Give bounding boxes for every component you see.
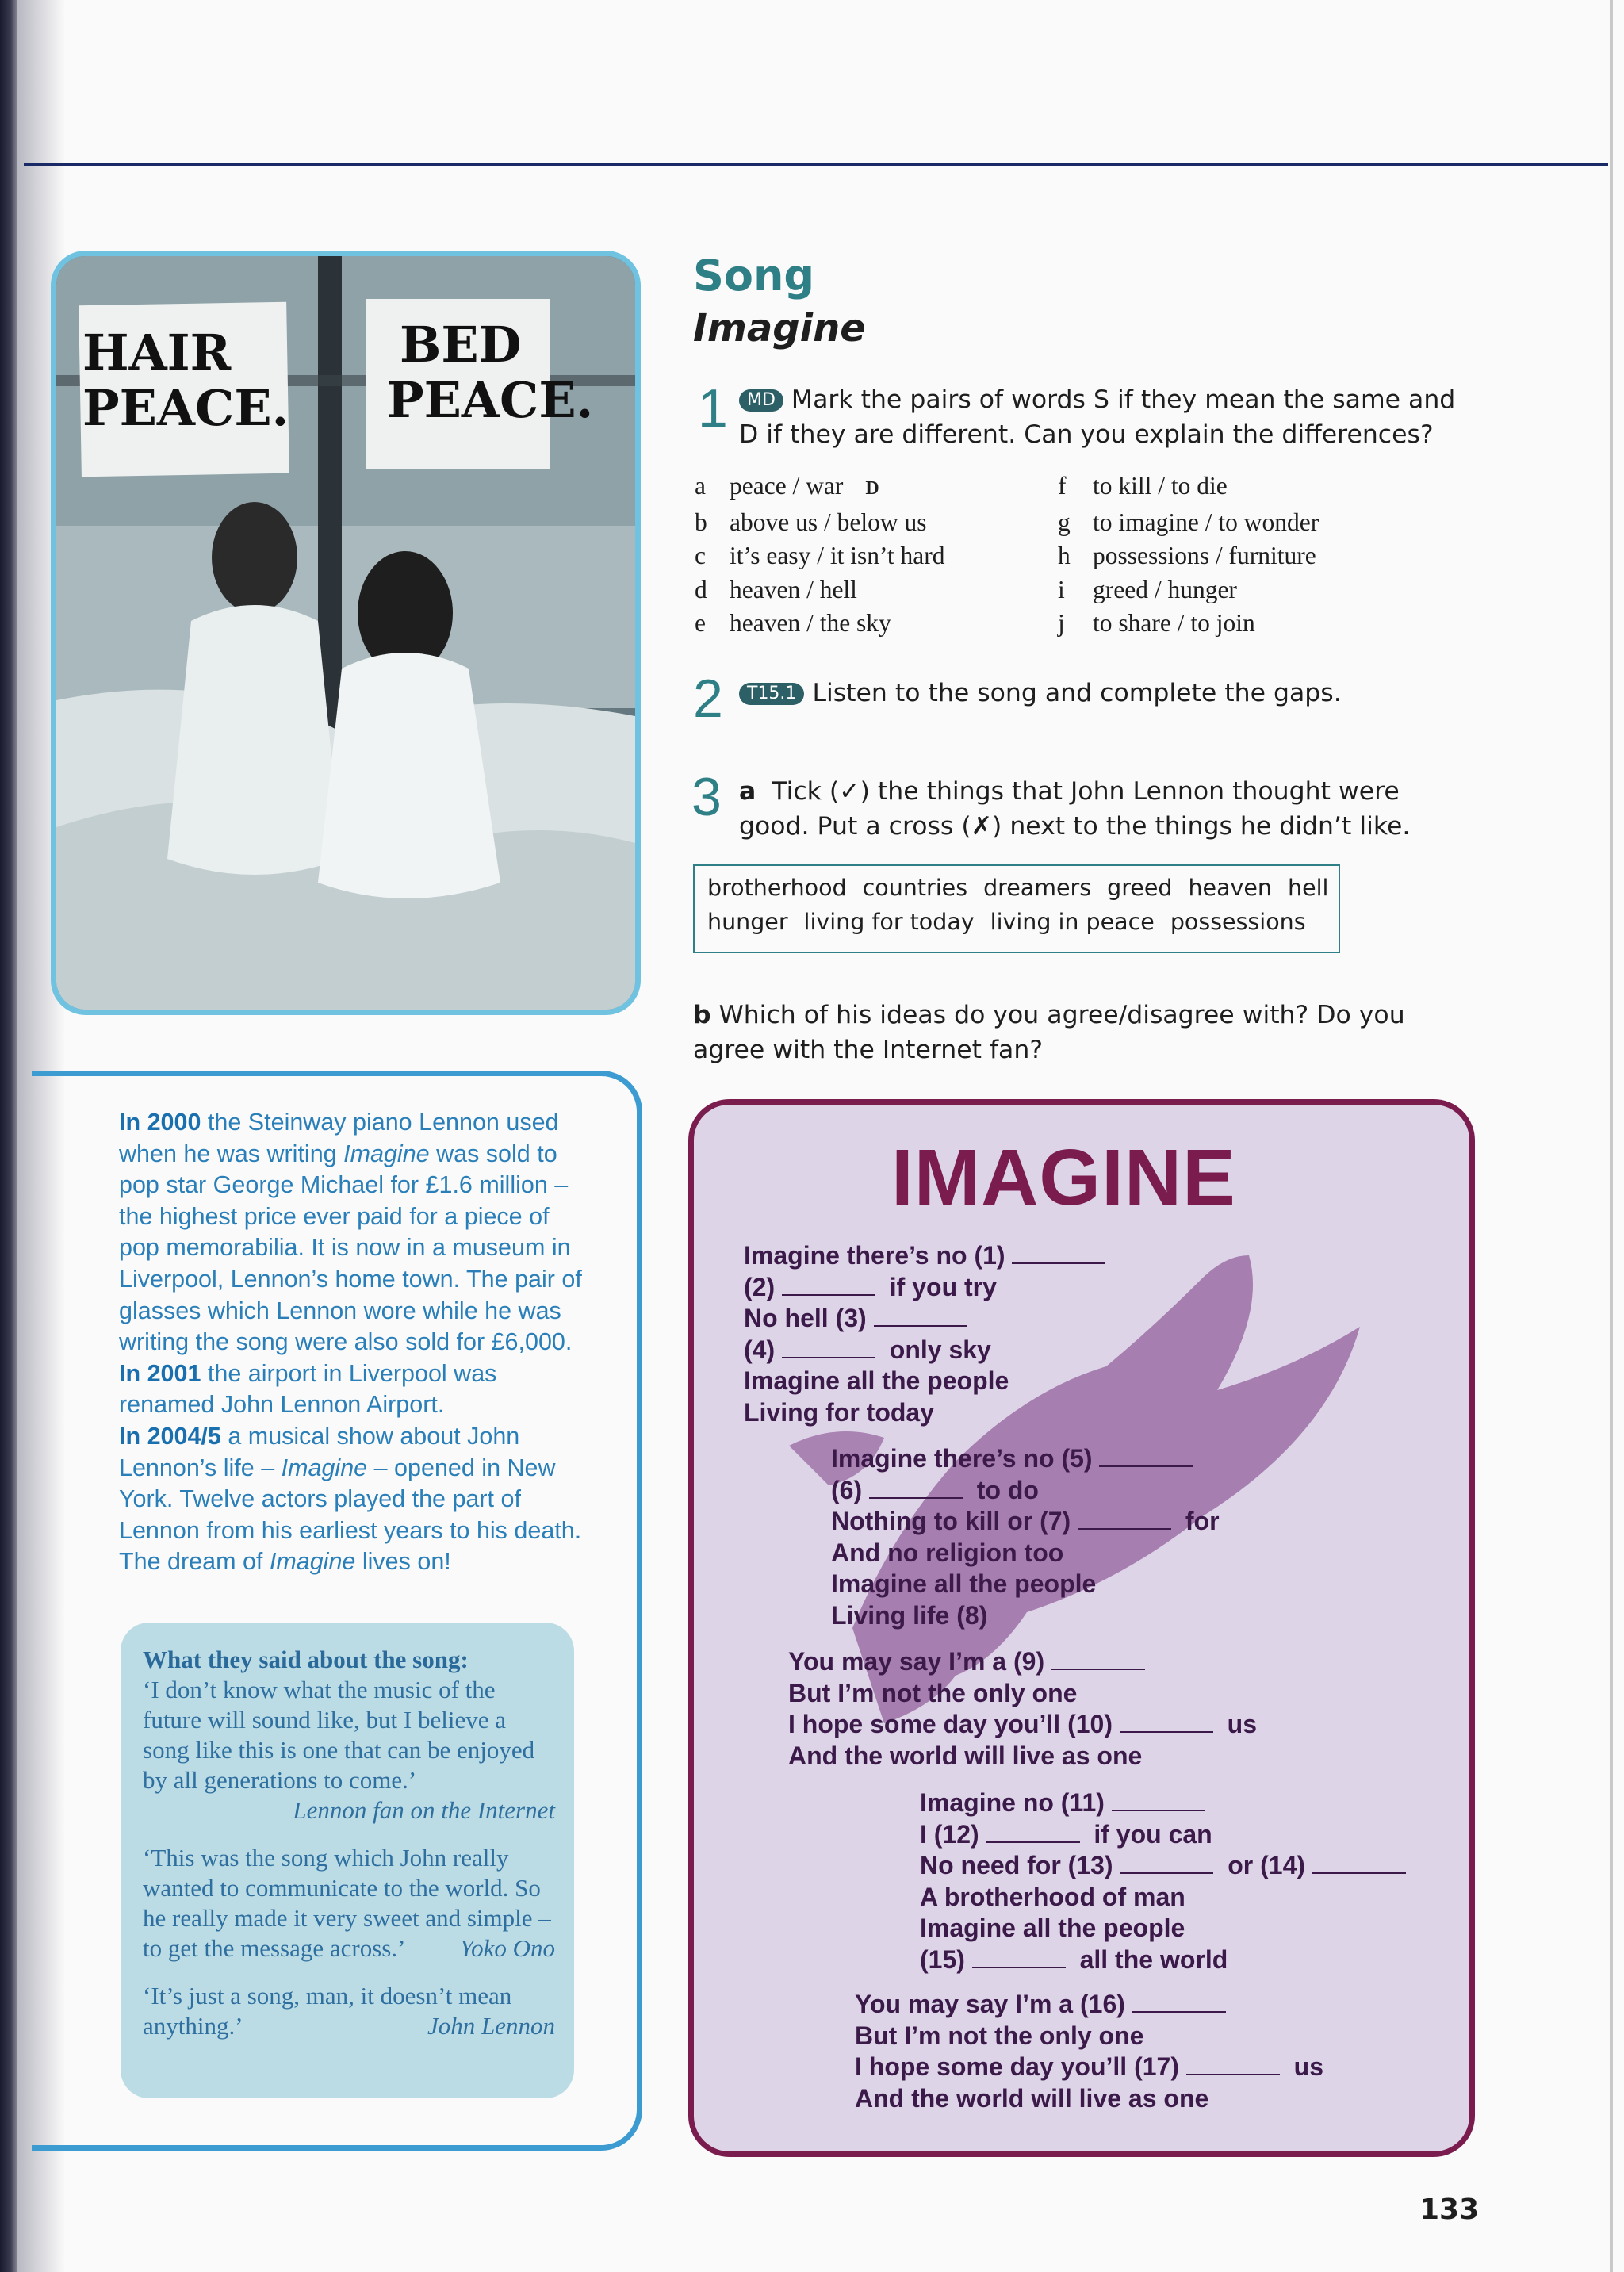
exercise-2-number: 2 xyxy=(693,669,723,729)
word-box: brotherhood countries dreamers greed heaven hell hunger living for today living in peace possessions xyxy=(693,864,1340,953)
answer-mark: D xyxy=(865,478,879,499)
lyrics-verse-3: Imagine no (11) I (12) if you can No need for (13) or (14) A brotherhood of man Imagine all the people (15) all the world xyxy=(920,1787,1406,1975)
exercise-3-number: 3 xyxy=(691,767,722,827)
exercise-1-word-pairs: a peace / war D f to kill / to die b above us / below us g to imagine / to wonder c it’s easy / it isn’t hard h possessions / furniture d heaven / hell i greed / hunger e heaven / the sky j to share / to join xyxy=(695,472,1320,637)
track-badge: T15.1 xyxy=(739,683,804,705)
lyrics-verse-1: Imagine there’s no (1) (2) if you try No hell (3) (4) only sky Imagine all the people Living for today xyxy=(744,1240,1105,1428)
page-top-rule xyxy=(24,163,1608,166)
exercise-3a-instruction: a Tick (✓) the things that John Lennon thought were good. Put a cross (✗) next to the things he didn’t like. xyxy=(739,777,1411,841)
sign-bed-peace: BED PEACE. xyxy=(387,316,594,429)
exercise-1-number: 1 xyxy=(698,378,728,439)
page-right-edge xyxy=(1610,0,1613,2272)
lyrics-chorus-2: You may say I’m a (16) But I’m not the only one I hope some day you’ll (17) us And the world will live as one xyxy=(855,1990,1323,2113)
exercise-2-instruction: T15.1 Listen to the song and complete the gaps. xyxy=(739,676,1453,711)
book-spine-shadow xyxy=(0,0,17,2272)
facts-text: In 2000 the Steinway piano Lennon used when he was writing Imagine was sold to pop star George Michael for £1.6 million – the highest price ever paid for a piece of pop memorabilia. It is now in a museum in Liverpool, Lennon’s home town. The pair of glasses which Lennon wore while he was writing the song were also sold for £6,000. In 2001 the airport in Liverpool was renamed John Lennon Airport. In 2004/5 a musical show about John Lennon’s life – Imagine – opened in New York. Twelve actors played the part of Lennon from his earliest years to his death. The dream of Imagine lives on! xyxy=(119,1109,582,1576)
lyrics-heading: IMAGINE xyxy=(891,1133,1236,1222)
lyrics-verse-2: Imagine there’s no (5) (6) to do Nothing to kill or (7) for And no religion too Imagine all the people Living life (8) xyxy=(831,1444,1220,1630)
sign-hair-peace: HAIR PEACE. xyxy=(82,324,289,437)
section-title: Imagine xyxy=(693,306,866,351)
page-number: 133 xyxy=(1419,2193,1480,2226)
exercise-3b-instruction: b Which of his ideas do you agree/disagree with? Do you agree with the Internet fan? xyxy=(693,1001,1405,1064)
section-label: Song xyxy=(693,251,815,301)
md-badge: MD xyxy=(739,389,783,412)
exercise-1-instruction: MD Mark the pairs of words S if they mean the same and D if they are different. Can you explain the differences? xyxy=(739,385,1456,449)
quotes-text: What they said about the song: ‘I don’t know what the music of the future will sound like, but I believe a song like this is one that can be enjoyed by all generations to come.’ Lennon fan on the Internet ‘This was the song which John really wanted to communicate to the world. So he really made it very sweet and simple – to get the message across.’ Yoko Ono ‘It’s just a song, man, it doesn’t mean anything.’ John Lennon xyxy=(143,1646,555,2040)
lyrics-chorus-1: You may say I’m a (9) But I’m not the only one I hope some day you’ll (10) us And the world will live as one xyxy=(788,1647,1257,1770)
